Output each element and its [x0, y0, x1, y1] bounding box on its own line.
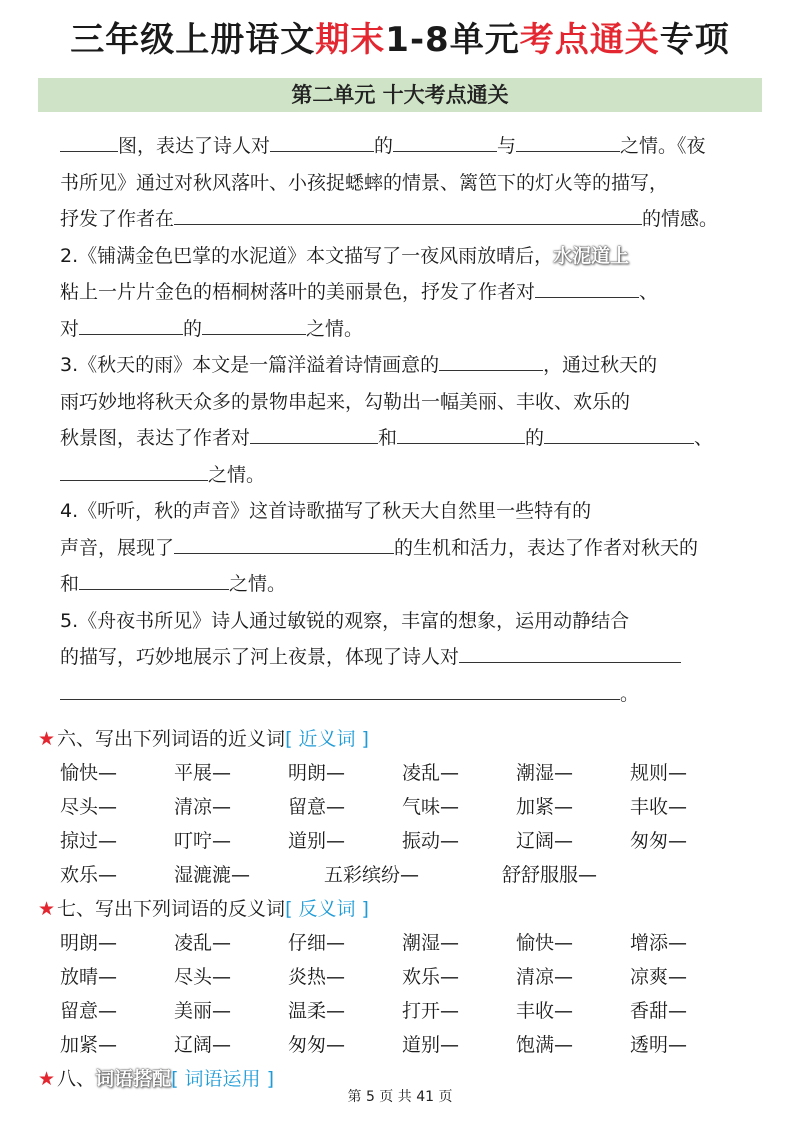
answer-blank[interactable] — [544, 421, 694, 444]
word-item: 加紧— — [60, 1034, 118, 1056]
answer-blank[interactable] — [535, 275, 639, 298]
text-line: 抒发了作者在 的情感。 — [60, 201, 765, 238]
text-line: 2.《铺满金色巴掌的水泥道》本文描写了一夜风雨放晴后，水泥道上 — [60, 238, 765, 275]
watermark-text: 水泥道上 — [553, 244, 630, 267]
worksheet-content — [38, 128, 765, 1096]
word-item: 透明— — [630, 1034, 688, 1056]
word-item: 香甜— — [630, 1000, 688, 1022]
word-item: 气味— — [402, 796, 460, 818]
antonym-word-grid — [60, 926, 765, 1062]
word-item: 规则— — [630, 762, 688, 784]
word-item: 丰收— — [516, 1000, 574, 1022]
answer-blank[interactable] — [60, 129, 118, 152]
word-item: 炎热— — [288, 966, 346, 988]
star-icon: ★ — [38, 898, 56, 920]
text-line: 秋景图，表达了作者对 和 的 、 — [60, 420, 765, 457]
word-item: 潮湿— — [402, 932, 460, 954]
word-item: 丰收— — [630, 796, 688, 818]
answer-blank[interactable] — [250, 421, 378, 444]
word-item: 辽阔— — [516, 830, 574, 852]
text-line: 3.《秋天的雨》本文是一篇洋溢着诗情画意的 ，通过秋天的 — [60, 347, 765, 384]
title-highlight: 考点通关 — [519, 20, 660, 60]
section-synonyms-heading: ★ 六、写出下列词语的近义词[ 近义词 ] — [38, 728, 369, 750]
word-item: 尽头— — [60, 796, 118, 818]
word-item: 明朗— — [288, 762, 346, 784]
synonym-last-row — [60, 858, 765, 892]
word-item: 舒舒服服— — [502, 864, 598, 886]
word-item: 加紧— — [516, 796, 574, 818]
word-item: 明朗— — [60, 932, 118, 954]
page-title — [0, 12, 800, 61]
word-item: 愉快— — [60, 762, 118, 784]
answer-blank[interactable] — [60, 677, 620, 700]
answer-blank[interactable] — [516, 129, 620, 152]
word-item: 清凉— — [516, 966, 574, 988]
section-antonyms-heading: ★ 七、写出下列词语的反义词[ 反义词 ] — [38, 898, 369, 920]
text-line: 4.《听听，秋的声音》这首诗歌描写了秋天大自然里一些特有的 — [60, 500, 592, 522]
word-item: 匆匆— — [630, 830, 688, 852]
word-item: 凌乱— — [174, 932, 232, 954]
word-item: 振动— — [402, 830, 460, 852]
title-highlight: 期末 — [315, 20, 386, 60]
word-item: 掠过— — [60, 830, 118, 852]
text-line: 。 — [60, 676, 765, 713]
section-collocation-heading: ★ 八、词语搭配[ 词语运用 ] — [38, 1062, 765, 1096]
word-item: 尽头— — [174, 966, 232, 988]
word-item: 留意— — [60, 1000, 118, 1022]
word-item: 五彩缤纷— — [324, 864, 420, 886]
answer-blank[interactable] — [393, 129, 497, 152]
word-item: 凌乱— — [402, 762, 460, 784]
word-item: 欢乐— — [402, 966, 460, 988]
answer-blank[interactable] — [174, 531, 394, 554]
word-item: 潮湿— — [516, 762, 574, 784]
word-item: 道别— — [402, 1034, 460, 1056]
star-icon: ★ — [38, 1068, 56, 1090]
word-item: 美丽— — [174, 1000, 232, 1022]
answer-blank[interactable] — [79, 567, 229, 590]
answer-blank[interactable] — [202, 312, 306, 335]
title-text: 专项 — [659, 20, 730, 60]
page-footer: 第 5 页 共 41 页 — [347, 1089, 453, 1105]
text-line: 5.《舟夜书所见》诗人通过敏锐的观察，丰富的想象，运用动静结合 — [60, 609, 630, 632]
answer-blank[interactable] — [79, 312, 183, 335]
word-item: 放晴— — [60, 966, 118, 988]
answer-blank[interactable] — [397, 421, 525, 444]
text-line: 声音，展现了 的生机和活力，表达了作者对秋天的 — [60, 530, 765, 567]
section-tag: [ 近义词 ] — [285, 728, 369, 750]
word-item: 叮咛— — [174, 830, 232, 852]
word-item: 平展— — [174, 762, 232, 784]
star-icon: ★ — [38, 728, 56, 750]
word-item: 欢乐— — [60, 864, 118, 886]
word-item: 辽阔— — [174, 1034, 232, 1056]
text-line: 图，表达了诗人对 的 与 之情。《夜 — [60, 128, 765, 165]
word-item: 凉爽— — [630, 966, 688, 988]
section-tag: [ 反义词 ] — [285, 898, 369, 920]
answer-blank[interactable] — [459, 640, 681, 663]
word-item: 打开— — [402, 1000, 460, 1022]
text-line: 书所见》通过对秋风落叶、小孩捉蟋蟀的情景、篱笆下的灯火等的描写， — [60, 171, 669, 194]
text-line: 对 的 之情。 — [60, 311, 765, 348]
section-tag: [ 词语运用 ] — [171, 1068, 274, 1090]
text-line: 的描写，巧妙地展示了河上夜景，体现了诗人对 — [60, 639, 765, 676]
answer-blank[interactable] — [60, 458, 208, 481]
text-line: 和 之情。 — [60, 566, 765, 603]
word-item: 留意— — [288, 796, 346, 818]
word-item: 清凉— — [174, 796, 232, 818]
word-item: 温柔— — [288, 1000, 346, 1022]
watermark-text: 词语搭配 — [95, 1068, 172, 1090]
word-item: 愉快— — [516, 932, 574, 954]
word-item: 匆匆— — [288, 1034, 346, 1056]
title-text: 1-8单元 — [385, 20, 520, 60]
text-line: 之情。 — [60, 457, 765, 494]
text-line: 粘上一片片金色的梧桐树落叶的美丽景色，抒发了作者对 、 — [60, 274, 765, 311]
title-text: 三年级上册语文 — [70, 20, 316, 60]
word-item: 饱满— — [516, 1034, 574, 1056]
word-item: 湿漉漉— — [174, 864, 251, 886]
word-item: 增添— — [630, 932, 688, 954]
text-line: 雨巧妙地将秋天众多的景物串起来，勾勒出一幅美丽、丰收、欢乐的 — [60, 390, 631, 413]
answer-blank[interactable] — [270, 129, 374, 152]
synonym-word-grid — [60, 756, 765, 858]
word-item: 道别— — [288, 830, 346, 852]
unit-banner: 第二单元 十大考点通关 — [38, 78, 762, 112]
word-item: 仔细— — [288, 932, 346, 954]
answer-blank[interactable] — [174, 202, 642, 225]
answer-blank[interactable] — [439, 348, 543, 371]
